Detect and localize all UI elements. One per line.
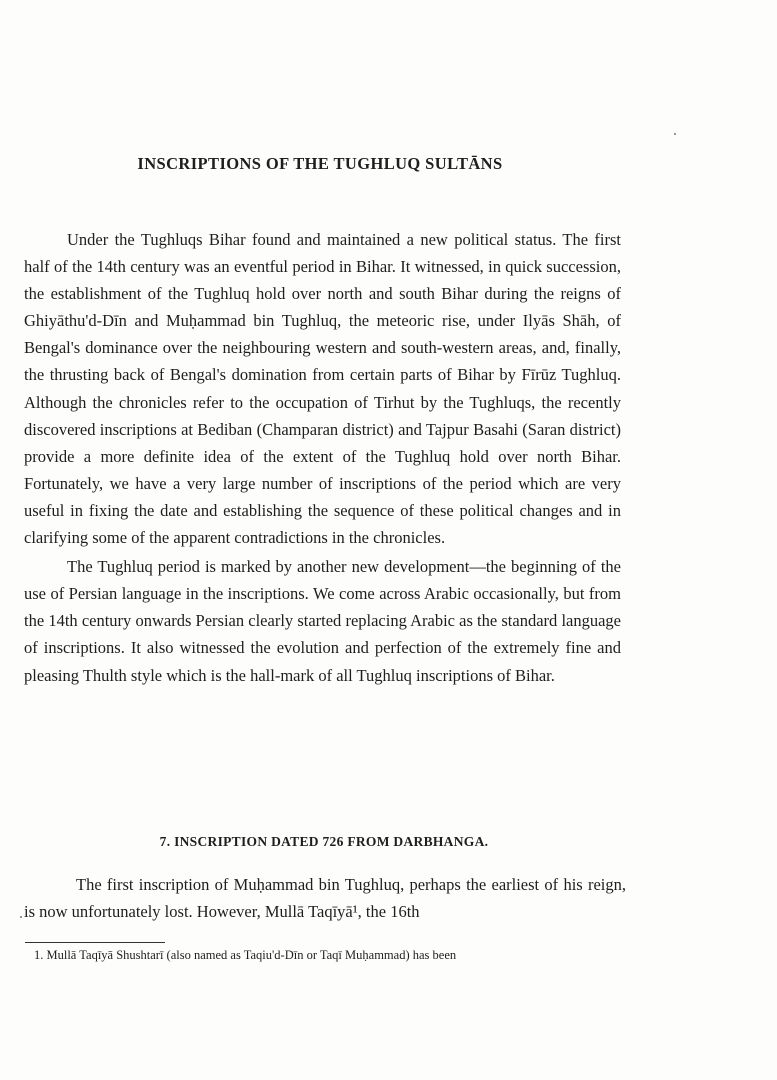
paragraph-persian-language: The Tughluq period is marked by another new development—the beginning of the use of Persian language in the inscriptions. We come across Arabic occasionally, but from the 14th century onwards Persian clearly started replacing Arabic as the standard language of inscriptions. It also witnessed the evolution and perfection of the extremely fine and pleasing Thulth style which is the hall-mark of all Tughluq inscriptions of Bihar. [24,557,621,685]
paper-speck [674,133,676,135]
section-heading: 7. INSCRIPTION DATED 726 FROM DARBHANGA. [159,834,489,849]
paragraph-tughluq-bihar-status: Under the Tughluqs Bihar found and maintained a new political status. The first half of the 14th century was an eventful period in Bihar. It witnessed, in quick succession, the establishment of the Tughluq hold over north and south Bihar during the reigns of Ghiyāthu'd-Dīn and Muḥammad bin Tughluq, the meteoric rise, under Ilyās Shāh, of Bengal's dominance over the neighbouring western and south-western areas, and, finally, the thrusting back of Bengal's domination from certain parts of Bihar by Fīrūz Tughluq. Although the chronicles refer to the occupation of Tirhut by the Tughluqs, the recently discovered inscriptions at Bediban (Champaran district) and Tajpur Basahi (Saran district) provide a more definite idea of the extent of the Tughluq hold over north Bihar. Fortunately, we have a very large number of inscriptions of the period which are very useful in fixing the date and establishing the sequence of these political changes and in clarifying some of the apparent contradictions in the chronicles. [24,230,621,548]
section-body-text [24,871,626,925]
footnote-divider [25,942,165,943]
footnote: 1. Mullā Taqīyā Shushtarī (also named as Taqiu'd-Dīn or Taqī Muḥammad) has been [34,948,457,962]
body-text [24,226,621,689]
paper-speck [20,916,22,918]
page-title: INSCRIPTIONS OF THE TUGHLUQ SULTĀNS [137,154,503,173]
paragraph-first-inscription: The first inscription of Muḥammad bin Tughluq, perhaps the earliest of his reign, is now unfortunately lost. However, Mullā Taqīyā¹, the 16th [24,875,626,921]
